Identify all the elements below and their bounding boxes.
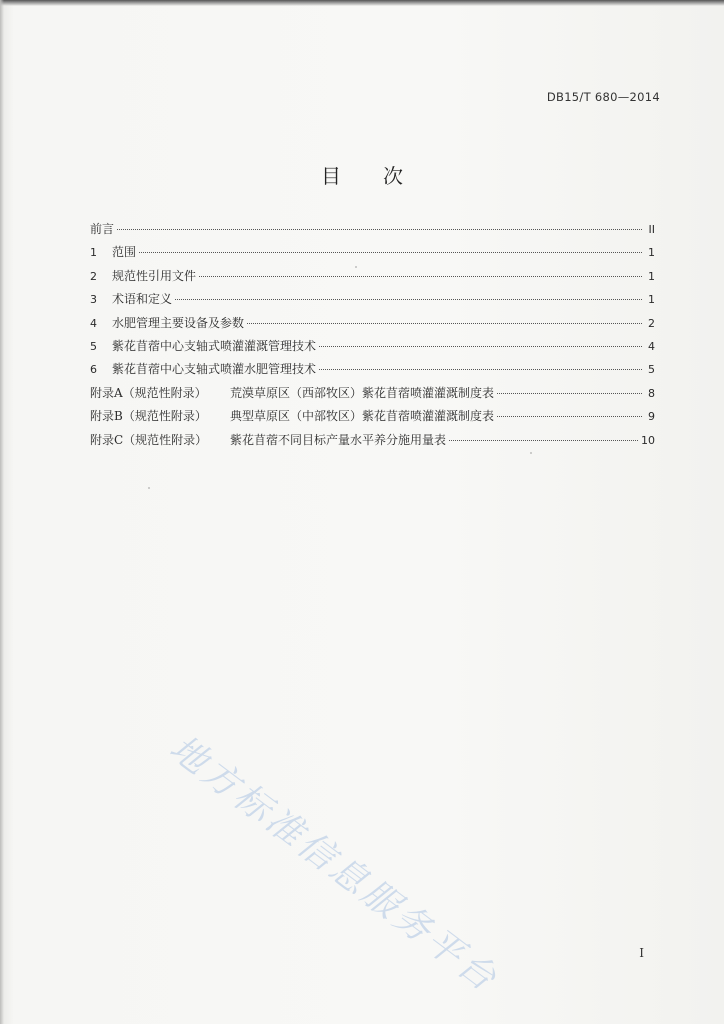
toc-entry-number: 4 [90,316,97,330]
toc-entry-text [90,290,172,307]
toc-entry-text [90,243,136,260]
toc-leader-dots [497,415,642,417]
toc-entry-title: 荒漠草原区（西部牧区）紫花苜蓿喷灌灌溉制度表 [230,385,495,400]
toc-entry[interactable] [90,267,655,290]
toc-leader-dots [497,392,642,394]
toc-leader-dots [117,228,642,230]
toc-entry-page: 2 [648,316,655,330]
watermark: 地方标准信息服务平台 [161,727,506,1002]
toc-entry-title: 范围 [112,245,137,260]
standard-code: DB15/T 680—2014 [546,90,660,104]
toc-entry[interactable] [90,384,655,407]
toc-entry-number: 3 [90,293,97,307]
scan-speck [148,487,150,489]
toc-entry[interactable] [90,337,655,360]
toc-entry[interactable] [90,407,655,430]
toc-entry-text [90,431,446,448]
toc-entry-page: 9 [648,410,655,424]
toc-entry[interactable] [90,360,655,383]
toc-leader-dots [449,439,638,441]
toc-entry-page: 1 [648,246,655,260]
scan-speck [530,452,532,454]
toc-entry[interactable] [90,314,655,337]
page-number: I [639,946,644,960]
toc-entry[interactable] [90,431,655,454]
toc-entry-text [90,314,244,331]
toc-leader-dots [319,345,642,347]
toc-entry-title: 紫花苜蓿不同目标产量水平养分施用量表 [230,432,447,447]
toc-entry-appendix-label: 附录A（规范性附录） [90,385,207,400]
toc-entry-appendix-label: 附录B（规范性附录） [90,409,207,424]
toc-entry-text [90,407,494,424]
toc-entry-number: 1 [90,246,97,260]
toc-entry-title: 典型草原区（中部牧区）紫花苜蓿喷灌灌溉制度表 [230,409,495,424]
toc-entry-title: 规范性引用文件 [112,268,197,283]
toc-entry-text [90,384,494,401]
toc-entry-text [90,267,196,284]
toc-entry[interactable] [90,290,655,313]
toc-entry-text [90,337,316,354]
toc-leader-dots [199,275,642,277]
toc-entry-appendix-label: 附录C（规范性附录） [90,432,208,447]
toc-entry-number: 5 [90,339,97,353]
toc-entry-text [90,360,316,377]
toc-entry[interactable] [90,220,655,243]
toc-leader-dots [319,368,642,370]
toc-entry-number: 6 [90,363,97,377]
toc-entry-text [90,220,114,237]
toc-entry-page: 1 [648,293,655,307]
toc-entry-title: 紫花苜蓿中心支轴式喷灌灌溉管理技术 [112,338,317,353]
toc-entry-page: 8 [648,386,655,400]
toc-entry-title: 前言 [90,222,115,236]
toc-entry-number: 2 [90,269,97,283]
toc-entry-page: 4 [648,339,655,353]
scan-top-edge [0,0,724,6]
toc-leader-dots [247,322,642,324]
table-of-contents [90,220,655,454]
toc-entry-title: 水肥管理主要设备及参数 [112,315,245,330]
toc-entry-title: 紫花苜蓿中心支轴式喷灌水肥管理技术 [112,362,317,377]
toc-entry-page: 5 [648,363,655,377]
toc-entry[interactable] [90,243,655,266]
toc-entry-page: 1 [648,269,655,283]
toc-entry-page: 10 [641,433,655,447]
toc-leader-dots [139,251,642,253]
page-title: 目次 [321,164,445,188]
scan-speck [355,266,357,268]
toc-leader-dots [175,298,642,300]
toc-entry-page: II [648,223,655,236]
scan-left-edge [0,0,4,1024]
toc-entry-title: 术语和定义 [112,292,173,307]
